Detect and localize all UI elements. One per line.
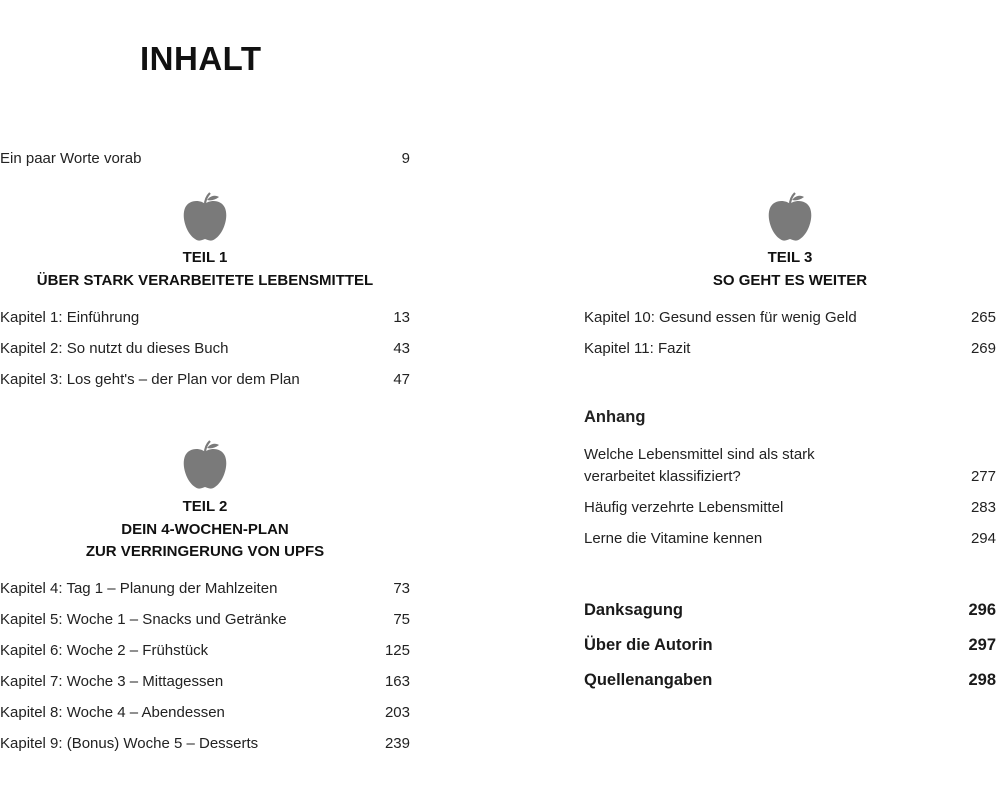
- toc-entry[interactable]: [0, 307, 410, 329]
- toc-entry[interactable]: [0, 369, 410, 391]
- toc-entry-label: Kapitel 3: Los geht's – der Plan vor dem Plan: [0, 371, 300, 388]
- toc-entry-label: Kapitel 11: Fazit: [584, 340, 691, 357]
- part-number: TEIL 3: [767, 249, 813, 266]
- part-number: TEIL 2: [182, 498, 228, 515]
- toc-entry-label: Ein paar Worte vorab: [0, 150, 142, 167]
- toc-entry[interactable]: [0, 733, 410, 755]
- toc-entry-page: 203: [384, 704, 410, 721]
- toc-entry-label: Kapitel 10: Gesund essen für wenig Geld: [584, 309, 857, 326]
- toc-entry-page: 298: [968, 671, 996, 689]
- part-3-header: [584, 247, 996, 292]
- appendix-heading: Anhang: [584, 408, 646, 426]
- toc-entry-label: Kapitel 5: Woche 1 – Snacks und Getränke: [0, 611, 287, 628]
- toc-entry-label: Lerne die Vitamine kennen: [584, 530, 763, 547]
- toc-entry[interactable]: [0, 640, 410, 662]
- toc-entry-label: Kapitel 6: Woche 2 – Frühstück: [0, 642, 209, 659]
- toc-heading: INHALT: [140, 40, 262, 77]
- apple-icon: [183, 440, 227, 490]
- toc-entry-label-line: verarbeitet klassifiziert?: [584, 468, 741, 485]
- toc-entry[interactable]: [0, 578, 410, 600]
- part-title: ÜBER STARK VERARBEITETE LEBENSMITTEL: [36, 271, 374, 289]
- toc-entry-label: Quellenangaben: [584, 671, 713, 689]
- toc-entry-back[interactable]: [584, 634, 996, 656]
- part-1-header: [0, 247, 410, 292]
- toc-entry-label-line: Welche Lebensmittel sind als stark: [584, 446, 815, 463]
- toc-entry-page: 239: [384, 735, 410, 752]
- toc-entry-page: 265: [970, 309, 996, 326]
- part-title: SO GEHT ES WEITER: [712, 271, 868, 289]
- part-title: ZUR VERRINGERUNG VON UPFS: [85, 543, 325, 560]
- toc-entry-back[interactable]: [584, 669, 996, 691]
- toc-entry-page: 47: [393, 371, 410, 388]
- toc-entry-page: 283: [970, 499, 996, 516]
- toc-entry-intro[interactable]: [0, 148, 410, 170]
- toc-entry[interactable]: [584, 338, 996, 360]
- toc-entry-page: 73: [393, 580, 410, 597]
- part-number: TEIL 1: [182, 249, 228, 266]
- toc-entry-label: Kapitel 7: Woche 3 – Mittagessen: [0, 673, 224, 690]
- toc-entry[interactable]: [0, 609, 410, 631]
- part-title: DEIN 4-WOCHEN-PLAN: [121, 520, 289, 538]
- toc-entry-label: Kapitel 8: Woche 4 – Abendessen: [0, 704, 225, 721]
- toc-entry[interactable]: [584, 307, 996, 329]
- toc-entry-page: 13: [393, 309, 410, 326]
- toc-entry[interactable]: [0, 702, 410, 724]
- toc-entry-label: Über die Autorin: [584, 636, 713, 654]
- toc-entry[interactable]: [0, 338, 410, 360]
- apple-icon: [768, 192, 812, 242]
- toc-entry-label: Danksagung: [584, 601, 684, 619]
- toc-entry-page: 9: [401, 150, 410, 167]
- toc-entry-page: 269: [970, 340, 996, 357]
- toc-entry[interactable]: [584, 444, 996, 488]
- toc-entry-page: 163: [384, 673, 410, 690]
- toc-entry-page: 277: [970, 468, 996, 485]
- toc-entry-label: Häufig verzehrte Lebensmittel: [584, 499, 784, 516]
- toc-entry-label: Kapitel 4: Tag 1 – Planung der Mahlzeiten: [0, 580, 278, 597]
- toc-entry-label: [584, 444, 815, 488]
- toc-entry[interactable]: [584, 528, 996, 550]
- part-2-header: [0, 496, 410, 564]
- toc-entry-label: Kapitel 2: So nutzt du dieses Buch: [0, 340, 229, 357]
- toc-entry-label: Kapitel 9: (Bonus) Woche 5 – Desserts: [0, 735, 259, 752]
- toc-entry[interactable]: [0, 671, 410, 693]
- toc-entry-page: 296: [968, 601, 996, 619]
- apple-icon: [183, 192, 227, 242]
- toc-entry-page: 294: [970, 530, 996, 547]
- toc-entry-page: 297: [968, 636, 996, 654]
- toc-entry-back[interactable]: [584, 599, 996, 621]
- toc-entry-label: Kapitel 1: Einführung: [0, 309, 140, 326]
- toc-entry-page: 43: [393, 340, 410, 357]
- toc-entry[interactable]: [584, 497, 996, 519]
- toc-entry-page: 125: [384, 642, 410, 659]
- toc-entry-page: 75: [393, 611, 410, 628]
